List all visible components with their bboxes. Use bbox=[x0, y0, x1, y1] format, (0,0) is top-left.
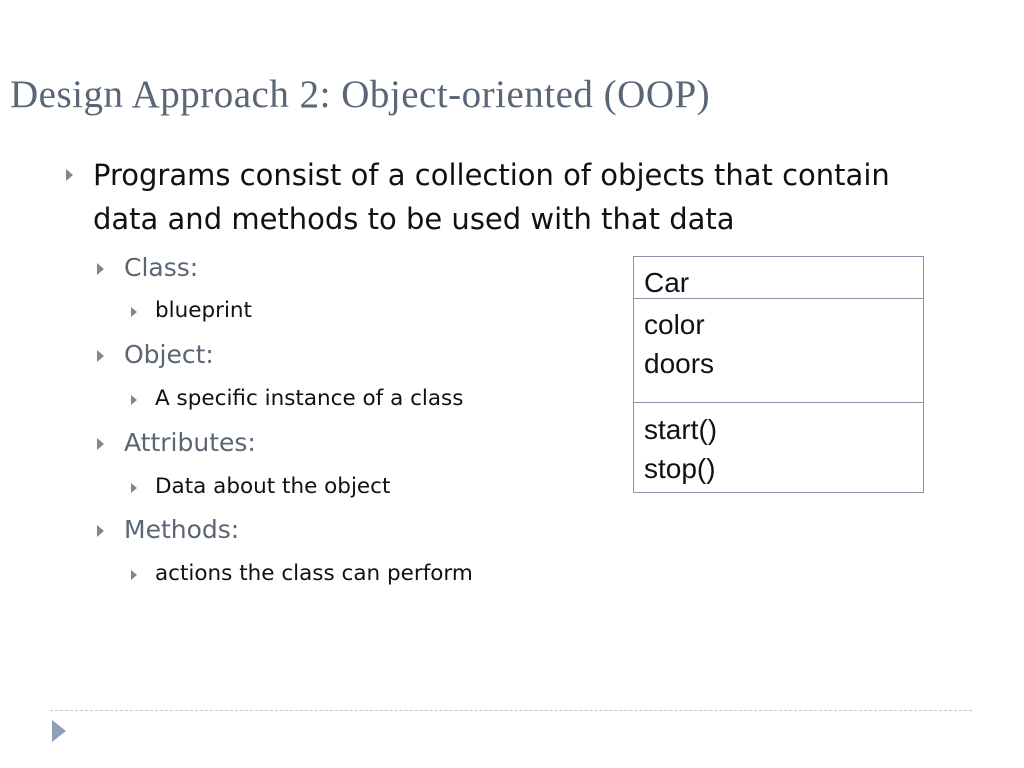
uml-class-diagram bbox=[633, 256, 924, 493]
uml-method: start() bbox=[644, 414, 718, 445]
bullet-triangle-icon bbox=[131, 307, 137, 317]
bullet-triangle-icon bbox=[66, 169, 73, 181]
bullet-triangle-icon bbox=[97, 263, 104, 275]
bullet-triangle-icon bbox=[131, 483, 137, 493]
bullet-class-heading: Class: bbox=[124, 253, 199, 282]
slide-title: Design Approach 2: Object-oriented (OOP) bbox=[10, 73, 711, 116]
uml-methods-section bbox=[634, 403, 923, 492]
bullet-methods-heading: Methods: bbox=[124, 515, 240, 544]
main-bullet-line-2: data and methods to be used with that data bbox=[93, 202, 735, 236]
bullet-triangle-icon bbox=[131, 570, 137, 580]
footer-divider bbox=[50, 710, 972, 711]
bullet-attributes-heading: Attributes: bbox=[124, 428, 256, 457]
main-bullet-line-1: Programs consist of a collection of objects that contain bbox=[93, 158, 890, 192]
uml-method: stop() bbox=[644, 453, 716, 484]
uml-attributes-section bbox=[634, 299, 923, 403]
bullet-object-heading: Object: bbox=[124, 340, 214, 369]
bullet-object-detail: A specific instance of a class bbox=[155, 386, 464, 411]
bullet-triangle-icon bbox=[131, 395, 137, 405]
uml-class-name: Car bbox=[634, 257, 923, 299]
bullet-triangle-icon bbox=[97, 350, 104, 362]
footer-triangle-icon bbox=[52, 720, 66, 742]
bullet-methods-detail: actions the class can perform bbox=[155, 561, 473, 586]
bullet-class-detail: blueprint bbox=[155, 298, 252, 323]
bullet-triangle-icon bbox=[97, 438, 104, 450]
bullet-attributes-detail: Data about the object bbox=[155, 474, 391, 499]
bullet-triangle-icon bbox=[97, 525, 104, 537]
uml-attribute: color bbox=[644, 309, 705, 340]
uml-attribute: doors bbox=[644, 348, 715, 379]
